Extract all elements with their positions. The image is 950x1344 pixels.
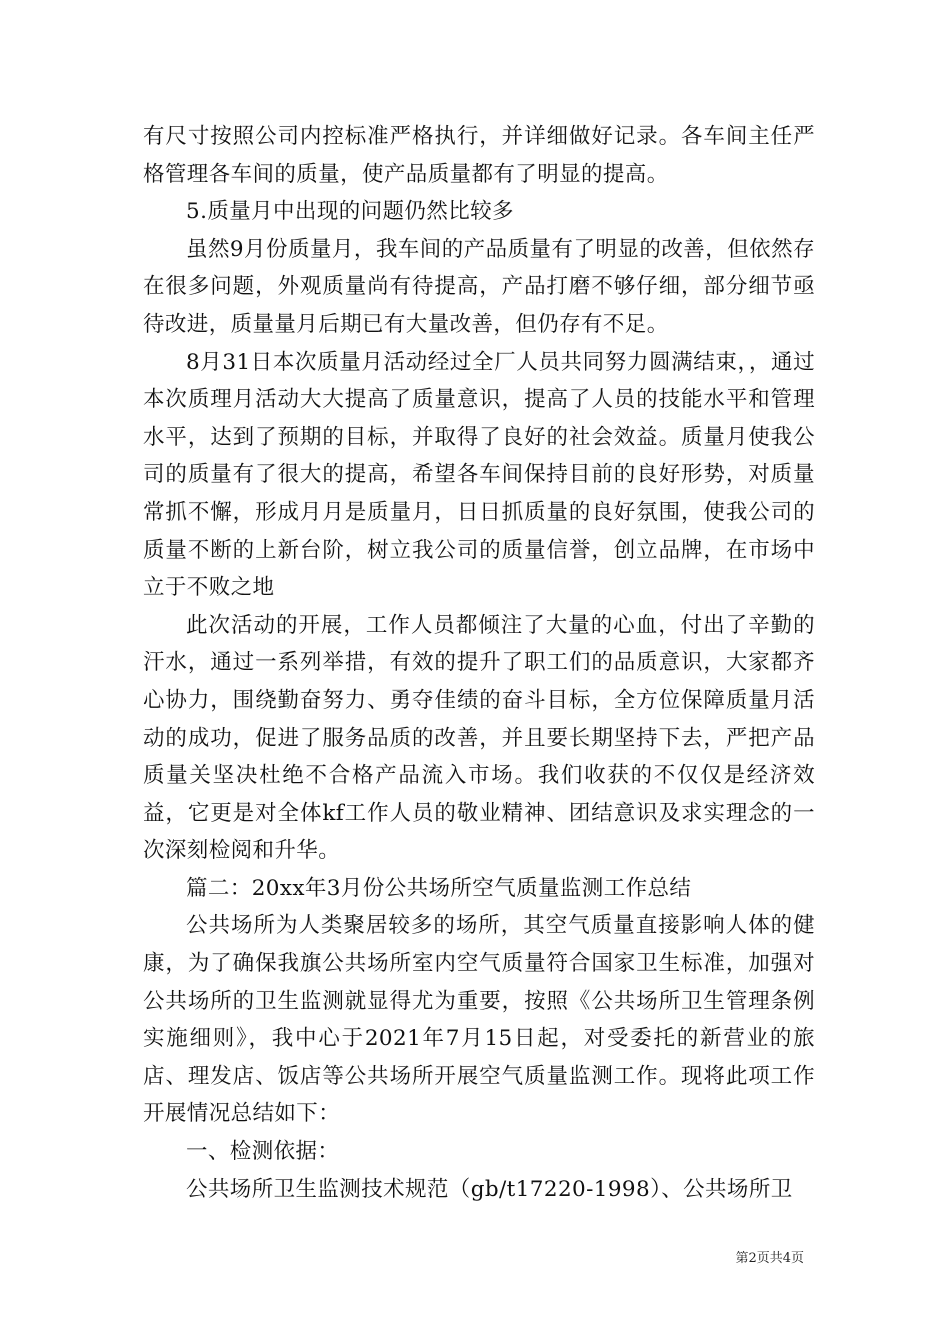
paragraph-1: 有尺寸按照公司内控标准严格执行，并详细做好记录。各车间主任严格管理各车间的质量，使产品质量都有了明显的提高。 xyxy=(143,124,815,187)
section-heading-5: 5.质量月中出现的问题仍然比较多 xyxy=(186,199,514,225)
paragraph-9: 公共场所卫生监测技术规范（gb/t17220-1998）、公共场所卫 xyxy=(186,1176,793,1202)
paragraph-7: 公共场所为人类聚居较多的场所，其空气质量直接影响人体的健康，为了确保我旗公共场所室内空气质量符合国家卫生标准，加强对公共场所的卫生监测就显得尤为重要，按照《公共场所卫生管理条例实施细则》，我中心于2021年7月15日起，对受委托的新营业的旅店、理发店、饭店等公共场所开展空气质量监测工作。现将此项工作开展情况总结如下： xyxy=(143,913,815,1127)
paragraph-3: 虽然9月份质量月，我车间的产品质量有了明显的改善，但依然存在很多问题，外观质量尚有待提高，产品打磨不够仔细，部分细节亟待改进，质量量月后期已有大量改善，但仍存有不足。 xyxy=(143,236,815,337)
article-heading-2: 篇二：20xx年3月份公共场所空气质量监测工作总结 xyxy=(186,875,692,901)
page-number: 第2页共4页 xyxy=(735,1251,804,1266)
section-heading-basis: 一、检测依据： xyxy=(186,1139,340,1165)
document-body xyxy=(143,118,815,1208)
paragraph-4: 8月31日本次质量月活动经过全厂人员共同努力圆满结束，，通过本次质理月活动大大提高了质量意识，提高了人员的技能水平和管理水平，达到了预期的目标，并取得了良好的社会效益。质量月使我公司的质量有了很大的提高，希望各车间保持目前的良好形势，对质量常抓不懈，形成月月是质量月，日日抓质量的良好氛围，使我公司的质量不断的上新台阶，树立我公司的质量信誉，创立品牌，在市场中立于不败之地 xyxy=(143,349,815,601)
paragraph-5: 此次活动的开展，工作人员都倾注了大量的心血，付出了辛勤的汗水，通过一系列举措，有效的提升了职工们的品质意识，大家都齐心协力，围绕勤奋努力、勇夺佳绩的奋斗目标，全方位保障质量月活动的成功，促进了服务品质的改善，并且要长期坚持下去，严把产品质量关坚决杜绝不合格产品流入市场。我们收获的不仅仅是经济效益，它更是对全体kf工作人员的敬业精神、团结意识及求实理念的一次深刻检阅和升华。 xyxy=(143,612,815,864)
